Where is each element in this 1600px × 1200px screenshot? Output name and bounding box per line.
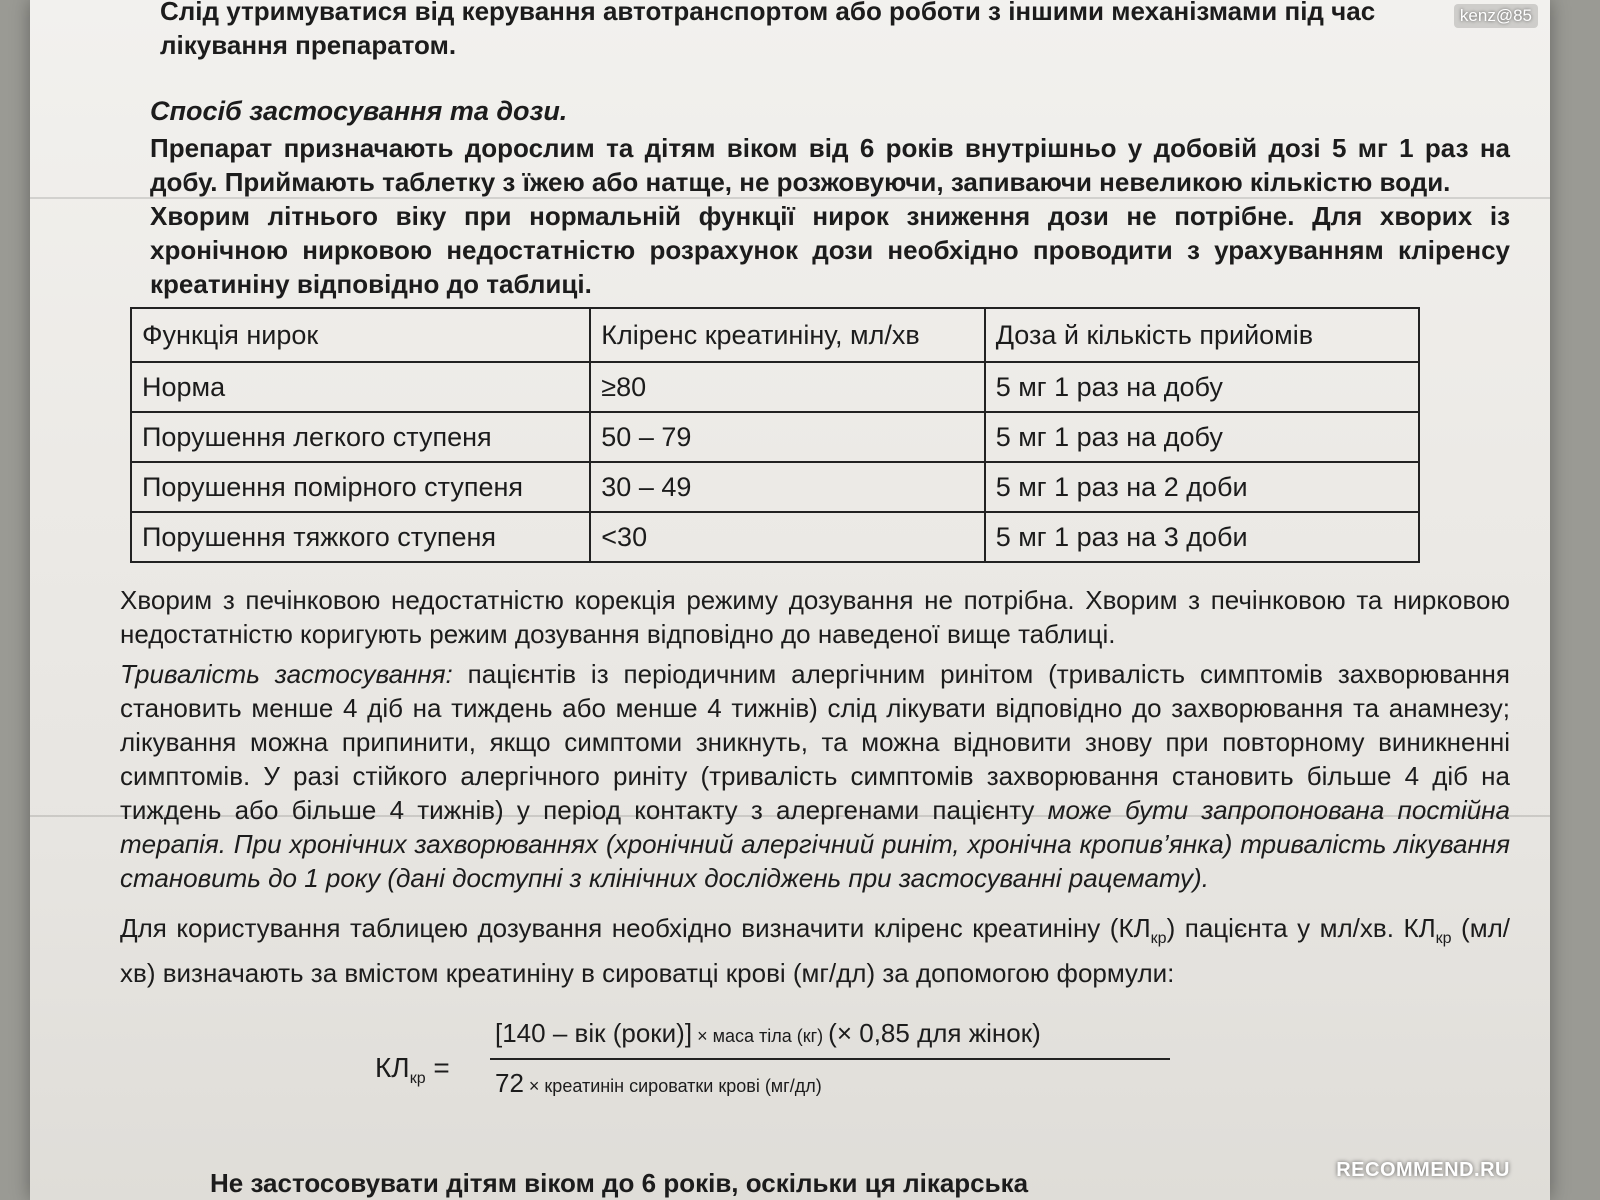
formula-numerator: [140 – вік (роки)] × маса тіла (кг) (× 0,85 для жінок): [495, 1018, 1041, 1048]
site-watermark: RECOMMEND.RU: [1336, 1159, 1510, 1181]
table-cell: Порушення легкого ступеня: [131, 412, 590, 462]
table-row: [131, 462, 1419, 512]
table-cell: Норма: [131, 362, 590, 412]
table-header: Функція нирок: [131, 308, 590, 362]
dosage-intro: [70, 131, 1510, 301]
table-cell: 50 – 79: [590, 412, 984, 462]
cut-off-line: Не застосовувати дітям віком до 6 років, оскільки ця лікарська: [210, 1168, 1029, 1198]
clearance-paragraph: Для користування таблицею дозування необхідно визначити кліренс креатиніну $(КЛ_{кр})$ пацієнта у мл/хв. $КЛ_{кр}$ (мл/хв) визначають за вмістом креатиніну в сироватці крові (мг/дл) за допомогою формули:: [120, 913, 1510, 988]
table-header: Кліренс креатиніну, мл/хв: [590, 308, 984, 362]
table-header-row: [131, 308, 1419, 362]
duration-paragraph: Тривалість застосування: пацієнтів із періодичним алергічним ринітом (тривалість симптомів захворювання становить менше 4 діб на тиждень або менше 4 тижнів) слід лікувати відповідно до захворювання та анамнезу; лікування можна припинити, якщо симптоми зникнуть, та можна відновити знову при повторному виникненні симптомів. У разі стійкого алергічного риніту (тривалість симптомів захворювання становить більше 4 діб на тиждень або більше 4 тижнів) у період контакту з алергенами пацієнту може бути запропонована постійна терапія. При хронічних захворюваннях (хронічний алергічний риніт, хронічна кропив’янка) тривалість лікування становить до 1 року (дані доступні з клінічних досліджень при застосуванні рацемату).: [120, 659, 1510, 893]
dosage-notes: [70, 583, 1510, 990]
hepatic-note: Хворим з печінковою недостатністю корекція режиму дозування не потрібна. Хворим з печінковою та нирковою недостатністю коригують режим дозування відповідно до наведеної вище таблиці.: [120, 585, 1510, 649]
table-cell: 5 мг 1 раз на 2 доби: [985, 462, 1419, 512]
table-row: [131, 362, 1419, 412]
author-watermark: kenz@85: [1454, 4, 1538, 28]
intro-paragraph: Препарат призначають дорослим та дітям віком від 6 років внутрішньо у добовій дозі 5 мг 1 раз на добу. Приймають таблетку з їжею або натще, не розжовуючи, запиваючи невеликою кількістю води.: [150, 133, 1510, 197]
table-cell: 5 мг 1 раз на добу: [985, 362, 1419, 412]
intro-paragraph: Хворим літнього віку при нормальній функції нирок зниження дози не потрібне. Для хворих із хронічною нирковою недостатністю розрахунок дози необхідно проводити з урахуванням кліренсу креатиніну відповідно до таблиці.: [150, 201, 1510, 299]
leaflet-content: [70, 0, 1510, 1122]
table-cell: 5 мг 1 раз на добу: [985, 412, 1419, 462]
table-row: [131, 412, 1419, 462]
clearance-formula: [375, 1012, 1510, 1122]
duration-label: Тривалість застосування:: [120, 659, 453, 689]
fraction-bar: [490, 1058, 1170, 1060]
table-cell: Порушення тяжкого ступеня: [131, 512, 590, 562]
table-cell: 30 – 49: [590, 462, 984, 512]
top-line: Слід утримуватися від керування автотранспортом або роботи з іншими механізмами під час лікування препаратом.: [160, 0, 1376, 60]
table-row: [131, 512, 1419, 562]
table-cell: 5 мг 1 раз на 3 доби: [985, 512, 1419, 562]
section-title: Спосіб застосування та дози.: [150, 96, 568, 126]
formula-lhs: $КЛ_{кр}$ =: [375, 1052, 450, 1087]
leaflet-paper: [30, 0, 1550, 1200]
formula-denominator: 72 × креатинін сироватки крові (мг/дл): [495, 1068, 822, 1098]
table-header: Доза й кількість прийомів: [985, 308, 1419, 362]
table-cell: Порушення помірного ступеня: [131, 462, 590, 512]
table-cell: ≥80: [590, 362, 984, 412]
dosage-table: [130, 307, 1420, 563]
table-cell: <30: [590, 512, 984, 562]
